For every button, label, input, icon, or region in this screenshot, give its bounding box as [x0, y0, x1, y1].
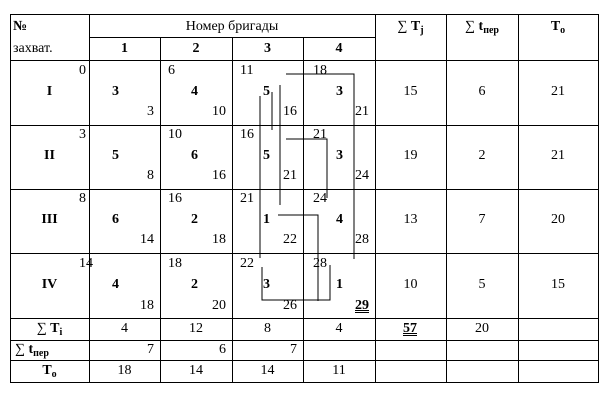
cell-end: 26: [283, 298, 297, 313]
sum-tper-value: 2: [478, 148, 486, 163]
sum-tper-sigma: ∑: [465, 19, 476, 34]
brigade-2-label: 2: [192, 41, 200, 56]
grid-line: [10, 125, 598, 126]
grid-line: [10, 360, 598, 361]
sum-ti-value: 8: [264, 321, 271, 336]
sum-ti-label: [10, 321, 89, 337]
to-total-value: 18: [117, 363, 132, 378]
cell-start: 18: [168, 256, 182, 271]
sum-tper-value: 5: [478, 277, 486, 292]
to-total-value: 14: [260, 363, 275, 378]
cell-end: 8: [147, 168, 154, 183]
sum-tj-sub: j: [420, 25, 424, 36]
grand-total: 57: [403, 321, 417, 336]
cell-duration: 4: [336, 212, 343, 227]
cell-end: 20: [212, 298, 226, 313]
sum-tper-value: 6: [219, 342, 226, 357]
cell-duration: 4: [191, 84, 198, 99]
grand-tper: 20: [475, 321, 489, 336]
cell-duration: 3: [336, 148, 343, 163]
cell-start: 21: [240, 191, 254, 206]
cell-duration: 5: [263, 84, 270, 99]
sum-tj-header: [375, 19, 446, 35]
cell-end: 3: [147, 104, 154, 119]
sum-tper-row-var: t: [28, 342, 34, 357]
sum-tper-row-sub: пер: [33, 348, 49, 359]
cell-start: 16: [240, 127, 254, 142]
sum-ti-value: 12: [189, 321, 203, 336]
sum-ti-value: 4: [121, 321, 128, 336]
sum-tper-value: 7: [478, 212, 486, 227]
cell-end: 16: [212, 168, 226, 183]
brigade-1-label: 1: [121, 41, 128, 56]
cell-duration: 3: [336, 84, 343, 99]
sum-tper-header: [446, 19, 518, 35]
brigade-number-label: Номер бригады: [185, 19, 279, 34]
cell-start: 0: [79, 63, 86, 78]
cell-duration: 2: [191, 277, 198, 292]
to-value: 21: [551, 84, 565, 99]
cell-end: 21: [355, 104, 369, 119]
cell-end: 18: [140, 298, 154, 313]
cell-duration: 2: [191, 212, 198, 227]
sum-ti-sigma: ∑: [36, 321, 47, 336]
cell-duration: 3: [263, 277, 270, 292]
to-sub: o: [560, 25, 566, 36]
grid-line: [518, 14, 519, 383]
to-row-label: [10, 363, 89, 379]
sum-tj-value: 13: [403, 212, 418, 227]
cell-start: 3: [79, 127, 86, 142]
sum-tj-sigma: ∑: [397, 19, 408, 34]
to-var: T: [550, 19, 561, 34]
cell-duration: 4: [112, 277, 119, 292]
row-label: IV: [41, 277, 58, 292]
sum-tj-value: 10: [403, 277, 418, 292]
sum-tper-value: 6: [478, 84, 486, 99]
cell-duration: 3: [112, 84, 119, 99]
cell-start: 8: [79, 191, 86, 206]
grid-line: [10, 382, 598, 383]
cell-start: 16: [168, 191, 182, 206]
num-sign-label: №: [13, 19, 28, 34]
cell-start: 24: [313, 191, 327, 206]
cell-start: 10: [168, 127, 182, 142]
sum-tper-row-sigma: ∑: [15, 342, 25, 357]
to-value: 20: [551, 212, 565, 227]
cell-start: 14: [79, 256, 93, 271]
to-header: [518, 19, 598, 35]
cell-duration: 1: [336, 277, 343, 292]
grid-line: [10, 253, 598, 254]
to-row-sub: o: [51, 369, 57, 380]
cell-start: 11: [240, 63, 254, 78]
sum-tper-value: 7: [290, 342, 297, 357]
cell-end: 28: [355, 232, 369, 247]
cell-end: 18: [212, 232, 226, 247]
sum-ti-sub: i: [59, 327, 63, 338]
cell-start: 28: [313, 256, 327, 271]
cell-end-total: 29: [355, 298, 369, 313]
grid-line: [375, 14, 376, 383]
cell-start: 18: [313, 63, 327, 78]
sum-tj-value: 19: [403, 148, 418, 163]
sum-ti-value: 4: [335, 321, 343, 336]
cell-duration: 6: [191, 148, 198, 163]
cell-end: 14: [140, 232, 154, 247]
grid-line: [10, 340, 598, 341]
cell-end: 22: [283, 232, 297, 247]
sum-tper-value: 7: [147, 342, 154, 357]
cell-end: 16: [283, 104, 297, 119]
cell-end: 21: [283, 168, 297, 183]
brigade-3-label: 3: [264, 41, 271, 56]
grid-line: [10, 189, 598, 190]
cell-start: 21: [313, 127, 327, 142]
row-label: III: [41, 212, 58, 227]
cell-duration: 1: [263, 212, 270, 227]
to-value: 15: [551, 277, 565, 292]
sum-tper-sub: пер: [483, 25, 499, 36]
connector-line: [278, 215, 318, 301]
row-label: I: [46, 84, 53, 99]
row-label: II: [44, 148, 55, 163]
grid-line: [10, 60, 598, 61]
grid-line: [598, 14, 599, 383]
brigade-4-label: 4: [335, 41, 343, 56]
sum-ti-var: T: [50, 321, 60, 336]
capture-label: захват.: [13, 41, 53, 56]
to-value: 21: [551, 148, 565, 163]
sum-tper-var: t: [478, 19, 484, 34]
cell-end: 24: [355, 168, 369, 183]
cell-start: 22: [240, 256, 254, 271]
grid-line: [10, 318, 598, 319]
sum-tper-label: [15, 342, 49, 358]
sum-tj-value: 15: [403, 84, 418, 99]
cell-duration: 5: [112, 148, 119, 163]
grid-line: [10, 14, 598, 15]
cell-start: 6: [168, 63, 175, 78]
cell-duration: 5: [263, 148, 270, 163]
cell-duration: 6: [112, 212, 119, 227]
to-total-value: 14: [189, 363, 203, 378]
cell-end: 10: [212, 104, 226, 119]
to-row-var: T: [42, 363, 52, 378]
to-total-value: 11: [332, 363, 346, 378]
sum-tj-var: T: [410, 19, 421, 34]
